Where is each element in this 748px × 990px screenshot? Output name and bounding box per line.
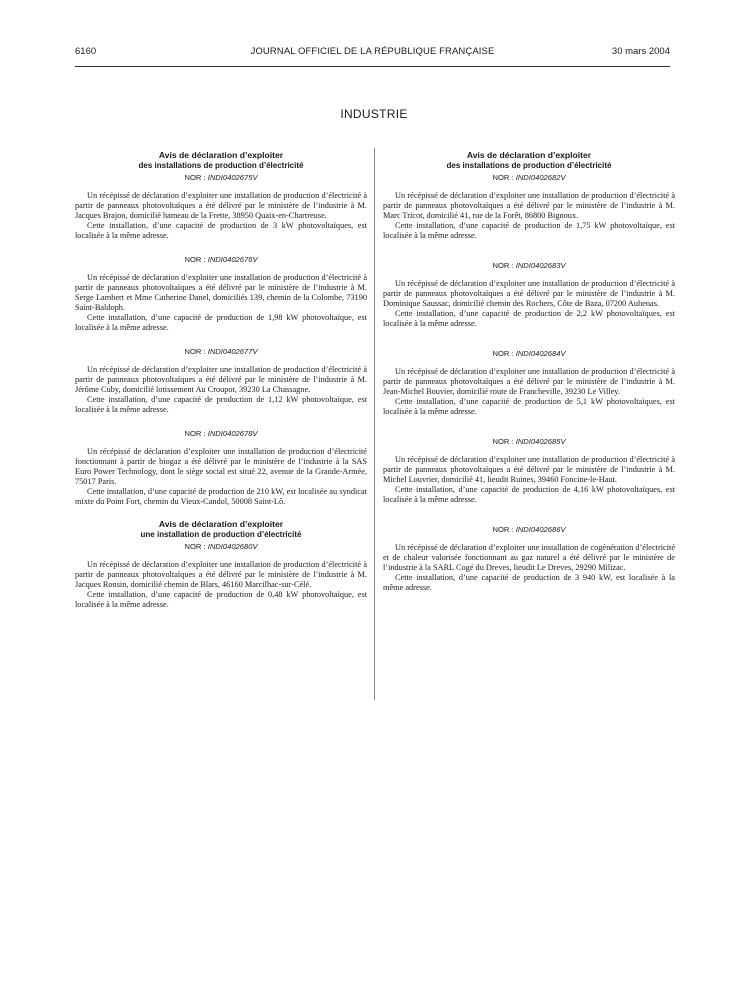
notice-entry bbox=[383, 261, 675, 329]
notice-entry bbox=[75, 542, 367, 610]
nor-reference bbox=[75, 542, 367, 552]
notice-paragraph: Un récépissé de déclaration d’exploiter une installation de cogénération d’électricité et de chaleur valorisée fonctionnant au gaz naturel a été délivré par le ministère de l’industrie à la SARL Cogé du Dreves, lieudit Le Dreves, 29290 Milizac. bbox=[383, 543, 675, 572]
notice-paragraph: Cette installation, d’une capacité de production de 2,2 kW photovoltaïques, est localisée à la même adresse. bbox=[383, 309, 675, 328]
left-column bbox=[75, 150, 367, 610]
notice-paragraph: Un récépissé de déclaration d’exploiter une installation de production d’électricité à partir de panneaux photovoltaïques a été délivré par le ministère de l’industrie à M. Serge Lambert et Mme Catherine Danel, domiciliés 139, chemin de la Colombe, 73190 Saint-Baldoph. bbox=[75, 273, 367, 312]
column-divider bbox=[374, 148, 375, 700]
avis-title: Avis de déclaration d’exploiter bbox=[158, 150, 284, 160]
nor-code: INDI0402678V bbox=[207, 429, 258, 438]
nor-reference bbox=[383, 349, 675, 359]
notice-paragraph: Un récépissé de déclaration d’exploiter une installation de production d’électricité fonctionnant à partir de biogaz a été délivré par le ministère de l’industrie à la SAS Euro Power Technology, dont le siège social est situé 22, avenue de la Grande-Armée, 75017 Paris. bbox=[75, 447, 367, 486]
avis-title: Avis de déclaration d’exploiter bbox=[158, 519, 284, 529]
nor-code: INDI0402683V bbox=[515, 261, 566, 270]
avis-heading bbox=[383, 150, 675, 171]
notice-paragraph: Cette installation, d’une capacité de production de 1,98 kW photovoltaïque, est localisée à la même adresse. bbox=[75, 313, 367, 332]
notice-entry bbox=[383, 437, 675, 505]
nor-code: INDI0402676V bbox=[207, 255, 258, 264]
avis-subtitle: des installations de production d’électricité bbox=[446, 160, 612, 170]
page-header bbox=[75, 46, 670, 60]
page-number: 6160 bbox=[75, 46, 97, 57]
notice-entry bbox=[383, 525, 675, 593]
right-column bbox=[383, 150, 675, 593]
nor-code: INDI0402677V bbox=[207, 347, 258, 356]
avis-subtitle: une installation de production d’électricité bbox=[140, 529, 302, 539]
nor-label: NOR : bbox=[492, 349, 514, 358]
notice-entry bbox=[75, 255, 367, 333]
notice-paragraph: Cette installation, d’une capacité de production de 1,75 kW photovoltaïque, est localisée à la même adresse. bbox=[383, 221, 675, 240]
notice-entry bbox=[75, 347, 367, 415]
nor-reference bbox=[383, 437, 675, 447]
avis-subtitle: des installations de production d’électricité bbox=[138, 160, 304, 170]
nor-code: INDI0402682V bbox=[515, 173, 566, 182]
avis-heading bbox=[75, 150, 367, 171]
nor-label: NOR : bbox=[184, 173, 206, 182]
nor-label: NOR : bbox=[184, 542, 206, 551]
nor-label: NOR : bbox=[492, 173, 514, 182]
notice-entry bbox=[75, 173, 367, 241]
nor-reference bbox=[383, 525, 675, 535]
nor-label: NOR : bbox=[492, 261, 514, 270]
notice-paragraph: Cette installation, d’une capacité de production de 5,1 kW photovoltaïques, est localisée à la même adresse. bbox=[383, 397, 675, 416]
notice-paragraph: Cette installation, d’une capacité de production de 210 kW, est localisée au syndicat mixte du Point Fort, chemin du Vieux-Candol, 50008 Saint-Lô. bbox=[75, 487, 367, 506]
notice-paragraph: Cette installation, d’une capacité de production de 3 kW photovoltaïques, est localisée à la même adresse. bbox=[75, 221, 367, 240]
nor-code: INDI0402684V bbox=[515, 349, 566, 358]
avis-heading bbox=[75, 519, 367, 540]
nor-reference bbox=[383, 261, 675, 271]
notice-paragraph: Un récépissé de déclaration d’exploiter une installation de production d’électricité à partir de panneaux photovoltaïques a été délivré par le ministère de l’industrie à M. Marc Tricot, domicilié 41, rue de la Forêt, 86800 Bignoux. bbox=[383, 191, 675, 220]
notice-paragraph: Cette installation, d’une capacité de production de 4,16 kW photovoltaïques, est localisée à la même adresse. bbox=[383, 485, 675, 504]
avis-title: Avis de déclaration d’exploiter bbox=[466, 150, 592, 160]
notice-entry bbox=[75, 429, 367, 507]
issue-date: 30 mars 2004 bbox=[611, 46, 670, 57]
nor-code: INDI0402685V bbox=[515, 437, 566, 446]
notice-paragraph: Un récépissé de déclaration d’exploiter une installation de production d’électricité à partir de panneaux photovoltaïques a été délivré par le ministère de l’industrie à M. Jérôme Cuby, domicilié lotissement Au Croupot, 39230 La Chassagne. bbox=[75, 365, 367, 394]
nor-code: INDI0402680V bbox=[207, 542, 258, 551]
notice-paragraph: Cette installation, d’une capacité de production de 1,12 kW photovoltaïque, est localisée à la même adresse. bbox=[75, 395, 367, 414]
notice-paragraph: Un récépissé de déclaration d’exploiter une installation de production d’électricité à partir de panneaux photovoltaïques a été délivré par le ministère de l’industrie à M. Jean-Michel Bouvier, domicilié route de Francheville, 39230 Le Villey. bbox=[383, 367, 675, 396]
nor-label: NOR : bbox=[492, 437, 514, 446]
nor-label: NOR : bbox=[184, 347, 206, 356]
nor-reference bbox=[75, 347, 367, 357]
notice-paragraph: Un récépissé de déclaration d’exploiter une installation de production d’électricité à partir de panneaux photovoltaïques a été délivré par le ministère de l’industrie à M. Jacques Brajon, domicilié hameau de la Frette, 38950 Quaix-en-Chartreuse. bbox=[75, 191, 367, 220]
notice-paragraph: Un récépissé de déclaration d’exploiter une installation de production d’électricité à partir de panneaux photovoltaïques a été délivré par le ministère de l’industrie à M. Michel Louvrier, domicilié 41, lieudit Ruines, 39460 Foncine-le-Haut. bbox=[383, 455, 675, 484]
nor-label: NOR : bbox=[184, 255, 206, 264]
nor-reference bbox=[383, 173, 675, 183]
nor-reference bbox=[75, 255, 367, 265]
nor-code: INDI0402686V bbox=[515, 525, 566, 534]
notice-entry bbox=[383, 173, 675, 241]
notice-entry bbox=[383, 349, 675, 417]
nor-code: INDI0402675V bbox=[207, 173, 258, 182]
notice-paragraph: Cette installation, d’une capacité de production de 3 940 kW, est localisée à la même adresse. bbox=[383, 573, 675, 592]
nor-reference bbox=[75, 429, 367, 439]
section-title: INDUSTRIE bbox=[340, 107, 408, 121]
nor-label: NOR : bbox=[492, 525, 514, 534]
header-rule bbox=[75, 66, 670, 67]
notice-paragraph: Cette installation, d’une capacité de production de 0,48 kW photovoltaïque, est localisée à la même adresse. bbox=[75, 590, 367, 609]
journal-title: JOURNAL OFFICIEL DE LA RÉPUBLIQUE FRANÇAISE bbox=[250, 46, 495, 57]
notice-paragraph: Un récépissé de déclaration d’exploiter une installation de production d’électricité à partir de panneaux photovoltaïques a été délivré par le ministère de l’industrie à M. Jacques Ronsin, domicilié chemin de Blars, 46160 Marcilhac-sur-Célé. bbox=[75, 560, 367, 589]
nor-label: NOR : bbox=[184, 429, 206, 438]
notice-paragraph: Un récépissé de déclaration d’exploiter une installation de production d’électricité à partir de panneaux photovoltaïques a été délivré par le ministère de l’industrie à M. Dominique Saussac, domicilié chemin des Rochers, Côte de Baza, 07200 Aubenas. bbox=[383, 279, 675, 308]
nor-reference bbox=[75, 173, 367, 183]
